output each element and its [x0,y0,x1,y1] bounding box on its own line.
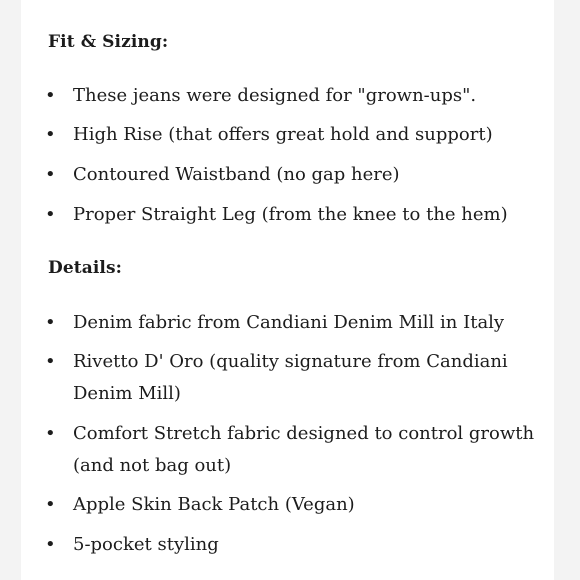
list-item-text-line-2: Denim Mill) [73,383,181,404]
list-item-text-line-1: Comfort Stretch fabric designed to control growth [73,423,535,444]
list-item-text: 5-pocket styling [73,534,219,555]
list-item-text: Proper Straight Leg (from the knee to the hem) [73,204,508,225]
bullet-icon: • [45,85,56,106]
bullet-icon: • [45,312,56,333]
list-item-text: These jeans were designed for "grown-ups". [73,85,477,106]
details-heading: Details: [48,258,122,278]
list-item-text: Denim fabric from Candiani Denim Mill in Italy [73,312,505,333]
list-item-text: High Rise (that offers great hold and support) [73,124,493,145]
bullet-icon: • [45,204,56,225]
list-item-text: Contoured Waistband (no gap here) [73,164,400,185]
bullet-icon: • [45,534,56,555]
bullet-icon: • [45,494,56,515]
list-item-text: Apple Skin Back Patch (Vegan) [73,494,355,515]
fit-sizing-heading: Fit & Sizing: [48,32,169,52]
bullet-icon: • [45,351,56,372]
list-item-text-line-2: (and not bag out) [73,455,232,476]
bullet-icon: • [45,164,56,185]
bullet-icon: • [45,124,56,145]
bullet-icon: • [45,423,56,444]
description-panel [21,0,554,580]
list-item-text-line-1: Rivetto D' Oro (quality signature from Candiani [73,351,508,372]
